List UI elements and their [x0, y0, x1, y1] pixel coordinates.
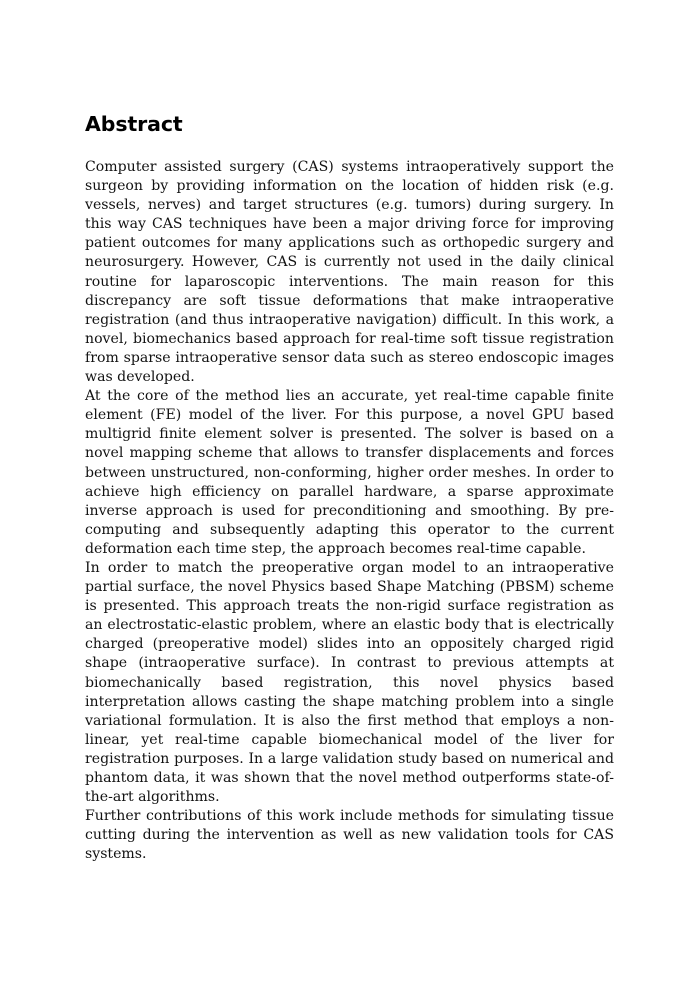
page-title: Abstract: [85, 112, 183, 136]
abstract-section: [85, 112, 614, 864]
paragraph: In order to match the preoperative organ model to an intraoperative partial surface, the novel Physics based Shape Matching (PBSM) scheme is presented. This approach treats the non-rigid surface registration as an electrostatic-elastic problem, where an elastic body that is electrically charged (preoperative model) slides into an oppositely charged rigid shape (intraoperative surface). In contrast to previous attempts at biomechanically based registration, this novel physics based interpretation allows casting the shape matching problem into a single variational formulation. It is also the first method that employs a non-linear, yet real-time capable biomechanical model of the liver for registration purposes. In a large validation study based on numerical and phantom data, it was shown that the novel method outperforms state-of-the-art algorithms.: [85, 559, 614, 806]
paragraph: Computer assisted surgery (CAS) systems intraoperatively support the surgeon by providing information on the location of hidden risk (e.g. vessels, nerves) and target structures (e.g. tumors) during surgery. In this way CAS techniques have been a major driving force for improving patient outcomes for many applications such as orthopedic surgery and neurosurgery. However, CAS is currently not used in the daily clinical routine for laparoscopic interventions. The main reason for this discrepancy are soft tissue deformations that make intraoperative registration (and thus intraoperative navigation) difficult. In this work, a novel, biomechanics based approach for real-time soft tissue registration from sparse intraoperative sensor data such as stereo endoscopic images was developed.: [85, 159, 614, 386]
paragraph: At the core of the method lies an accurate, yet real-time capable finite element (FE) model of the liver. For this purpose, a novel GPU based multigrid finite element solver is presented. The solver is based on a novel mapping scheme that allows to transfer displacements and forces between unstructured, non-conforming, higher order meshes. In order to achieve high efficiency on parallel hardware, a sparse approximate inverse approach is used for preconditioning and smoothing. By pre-computing and subsequently adapting this operator to the current deformation each time step, the approach becomes real-time capable.: [85, 388, 614, 557]
paragraph: Further contributions of this work include methods for simulating tissue cutting during the intervention as well as new validation tools for CAS systems.: [85, 808, 614, 863]
abstract-body: [85, 158, 614, 864]
